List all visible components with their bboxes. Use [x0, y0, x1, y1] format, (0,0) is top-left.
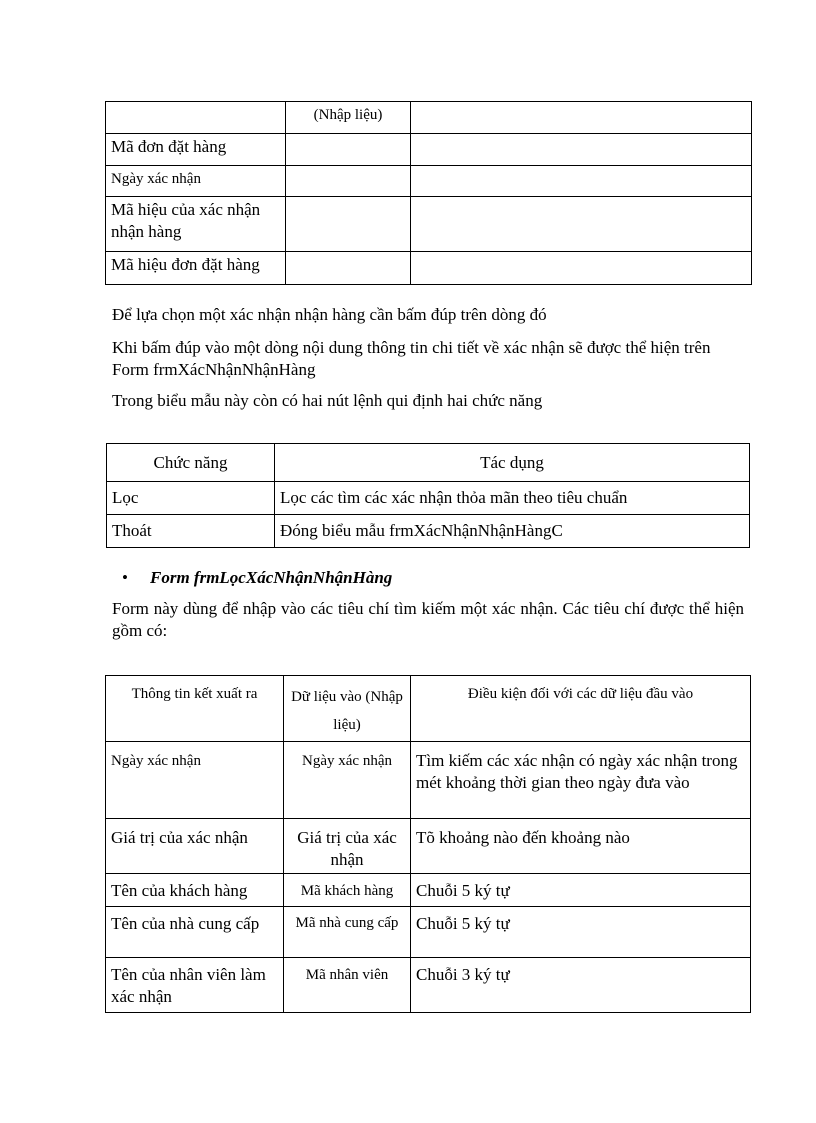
- section-description: Form này dùng để nhập vào các tiêu chí tìm kiếm một xác nhận. Các tiêu chí được thể hiện gồm có:: [112, 599, 744, 640]
- filter-criteria-table: [105, 675, 751, 1013]
- table-cell: Giá trị của xác nhận: [106, 819, 284, 874]
- table-cell: Lọc: [107, 482, 275, 515]
- table-cell: [286, 252, 411, 285]
- table-header-cell: Chức năng: [107, 444, 275, 482]
- table-cell: [411, 197, 752, 252]
- table-cell: Chuỗi 5 ký tự: [411, 907, 751, 958]
- table-cell: Chuỗi 3 ký tự: [411, 958, 751, 1013]
- section-title: Form frmLọcXácNhậnNhậnHàng: [150, 568, 393, 587]
- paragraph: Để lựa chọn một xác nhận nhận hàng cần bấm đúp trên dòng đó: [112, 305, 547, 324]
- table-cell: Mã hiệu của xác nhận nhận hàng: [106, 197, 286, 252]
- table-cell: [411, 166, 752, 197]
- table-row: [107, 515, 750, 548]
- table-row: [106, 134, 752, 166]
- table-cell: [411, 102, 752, 134]
- table-cell: Ngày xác nhận: [284, 742, 411, 819]
- paragraph: Trong biểu mẫu này còn có hai nút lệnh qui định hai chức năng: [112, 391, 543, 410]
- table-cell: Mã nhân viên: [284, 958, 411, 1013]
- table-cell: Lọc các tìm các xác nhận thỏa mãn theo tiêu chuẩn: [275, 482, 750, 515]
- table-cell: Tõ khoảng nào đến khoảng nào: [411, 819, 751, 874]
- table-cell: Tìm kiếm các xác nhận có ngày xác nhận trong mét khoảng thời gian theo ngày đưa vào: [411, 742, 751, 819]
- table-row: [107, 482, 750, 515]
- table-row: [106, 197, 752, 252]
- table-cell: Mã khách hàng: [284, 874, 411, 907]
- table-cell: (Nhập liệu): [286, 102, 411, 134]
- table-cell: Ngày xác nhận: [106, 742, 284, 819]
- table-row: [106, 958, 751, 1013]
- bullet-icon: •: [122, 568, 128, 587]
- table-cell: Ngày xác nhận: [106, 166, 286, 197]
- table-header-row: [107, 444, 750, 482]
- table-row: [106, 102, 752, 134]
- table-cell: Tên của nhân viên làm xác nhận: [106, 958, 284, 1013]
- table-header-cell: Thông tin kết xuất ra: [106, 676, 284, 742]
- table-header-row: [106, 676, 751, 742]
- table-cell: Tên của khách hàng: [106, 874, 284, 907]
- table-row: [106, 874, 751, 907]
- table-cell: [286, 166, 411, 197]
- table-cell: Mã nhà cung cấp: [284, 907, 411, 958]
- table-cell: Thoát: [107, 515, 275, 548]
- table-row: [106, 252, 752, 285]
- table-cell: [106, 102, 286, 134]
- table-cell: Mã đơn đặt hàng: [106, 134, 286, 166]
- table-header-cell: Điều kiện đối với các dữ liệu đầu vào: [411, 676, 751, 742]
- table-cell: [411, 252, 752, 285]
- table-row: [106, 166, 752, 197]
- table-cell: [286, 197, 411, 252]
- table-cell: Chuỗi 5 ký tự: [411, 874, 751, 907]
- table-row: [106, 907, 751, 958]
- table-cell: Giá trị của xác nhận: [284, 819, 411, 874]
- table-cell: Tên của nhà cung cấp: [106, 907, 284, 958]
- table-row: [106, 742, 751, 819]
- table-cell: Mã hiệu đơn đặt hàng: [106, 252, 286, 285]
- paragraph: Khi bấm đúp vào một dòng nội dung thông tin chi tiết về xác nhận sẽ được thể hiện trên Form frmXácNhậnNhậnHàng: [112, 338, 711, 379]
- order-confirmation-table: [105, 101, 752, 285]
- table-cell: [411, 134, 752, 166]
- table-row: [106, 819, 751, 874]
- table-cell: Đóng biểu mẫu frmXácNhậnNhậnHàngC: [275, 515, 750, 548]
- function-table: [106, 443, 750, 548]
- table-header-cell: Tác dụng: [275, 444, 750, 482]
- table-header-cell: Dữ liệu vào (Nhập liệu): [284, 676, 411, 742]
- table-cell: [286, 134, 411, 166]
